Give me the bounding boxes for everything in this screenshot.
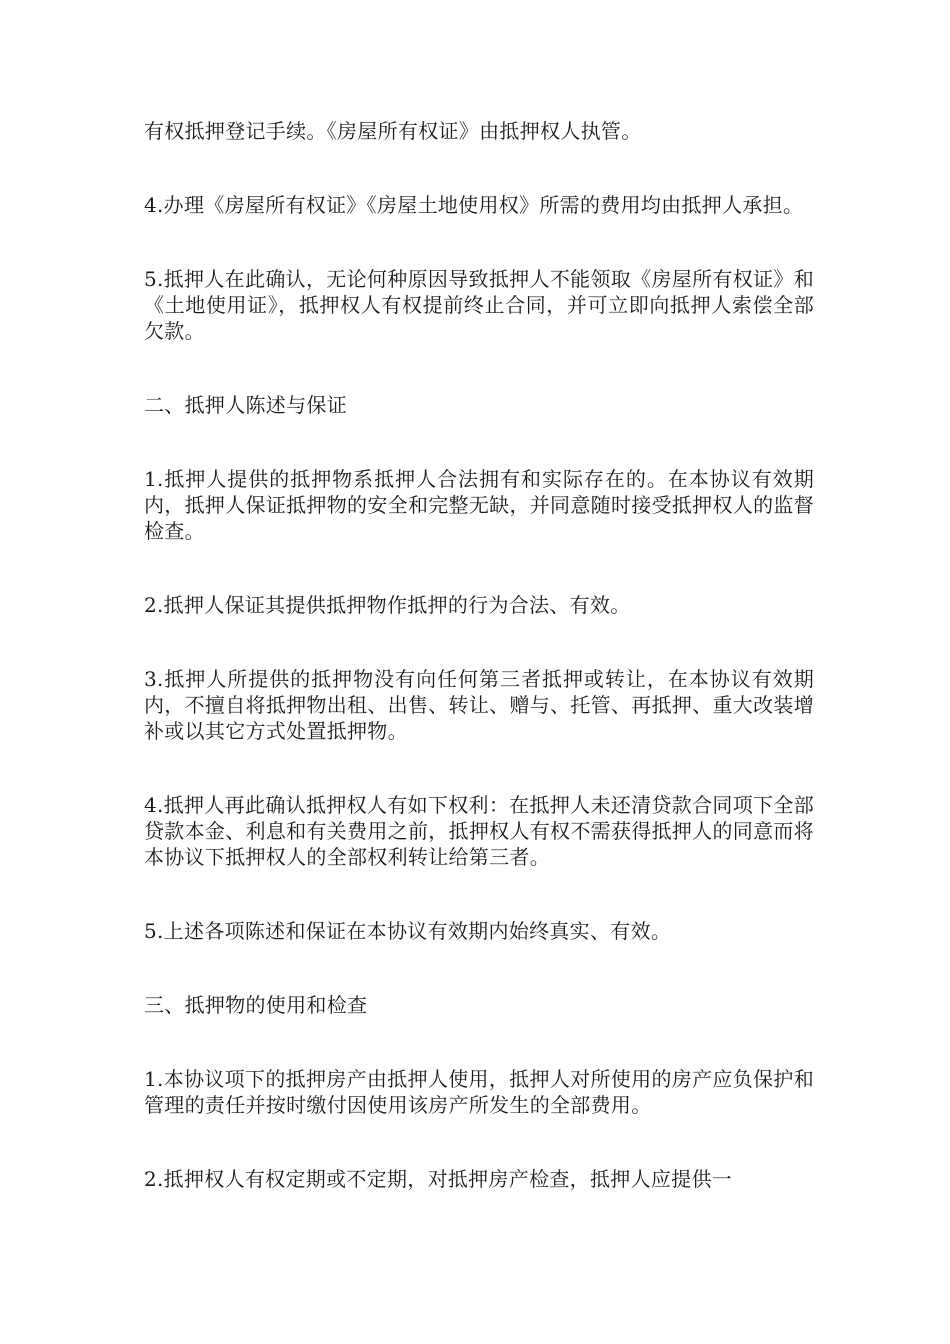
paragraph-section2-clause-2: 2.抵押人保证其提供抵押物作抵押的行为合法、有效。 — [144, 593, 631, 617]
paragraph-section2-clause-4: 4.抵押人再此确认抵押权人有如下权利：在抵押人未还清贷款合同项下全部贷款本金、利息和有关费用之前，抵押权人有权不需获得抵押人的同意而将本协议下抵押权人的全部权利转让给第三者。 — [144, 793, 814, 869]
paragraph-section2-clause-3: 3.抵押人所提供的抵押物没有向任何第三者抵押或转让，在本协议有效期内，不擅自将抵押物出租、出售、转让、赠与、托管、再抵押、重大改装增补或以其它方式处置抵押物。 — [144, 667, 814, 743]
document-body — [144, 118, 814, 1240]
paragraph-section2-clause-5: 5.上述各项陈述和保证在本协议有效期内始终真实、有效。 — [144, 919, 672, 943]
paragraph-section3-clause-1: 1.本协议项下的抵押房产由抵押人使用，抵押人对所使用的房产应负保护和管理的责任并按时缴付因使用该房产所发生的全部费用。 — [144, 1067, 814, 1117]
paragraph-section3-clause-2: 2.抵押权人有权定期或不定期，对抵押房产检查，抵押人应提供一 — [144, 1167, 733, 1191]
paragraph-section2-clause-1: 1.抵押人提供的抵押物系抵押人合法拥有和实际存在的。在本协议有效期内，抵押人保证抵押物的安全和完整无缺，并同意随时接受抵押权人的监督检查。 — [144, 467, 814, 543]
paragraph-clause-4-fees: 4.办理《房屋所有权证》《房屋土地使用权》所需的费用均由抵押人承担。 — [144, 193, 804, 217]
paragraph-clause-5-termination: 5.抵押人在此确认，无论何种原因导致抵押人不能领取《房屋所有权证》和《土地使用证》，抵押权人有权提前终止合同，并可立即向抵押人索偿全部欠款。 — [144, 267, 814, 343]
section-heading-2: 二、抵押人陈述与保证 — [144, 393, 347, 417]
section-heading-3: 三、抵押物的使用和检查 — [144, 993, 368, 1017]
paragraph-registration-custody: 有权抵押登记手续。《房屋所有权证》由抵押权人执管。 — [144, 119, 642, 143]
